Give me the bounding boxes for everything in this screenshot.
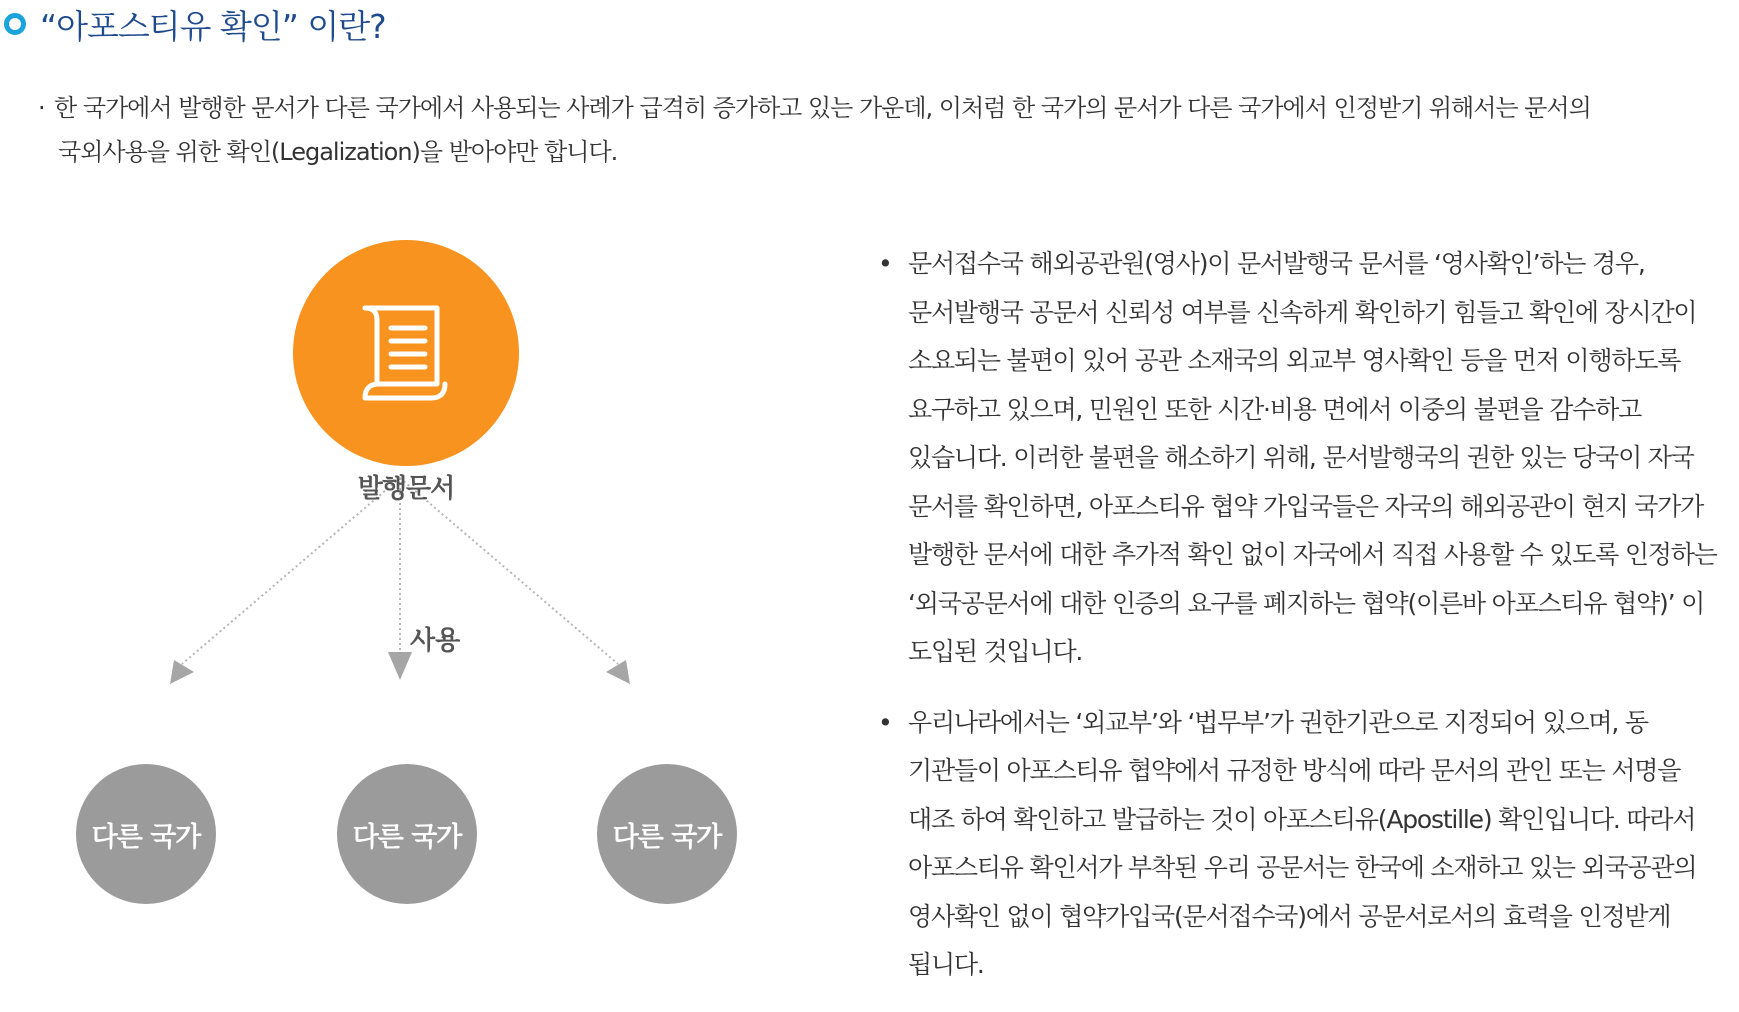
country-label-2: 다른 국가 xyxy=(352,821,462,853)
paragraph-line: 영사확인 없이 협약가입국(문서접수국)에서 공문서로서의 효력을 인정받게 xyxy=(908,901,1671,931)
country-circle-2 xyxy=(337,764,477,904)
arrow-head-center xyxy=(388,652,412,680)
paragraph-1-bullet: • xyxy=(878,249,892,278)
page-title-row xyxy=(0,0,386,48)
paragraph-line: ‘외국공문서에 대한 인증의 요구를 폐지하는 협약(이른바 아포스티유 협약)’ 이 xyxy=(908,588,1705,618)
paragraph-2-bullet: • xyxy=(878,707,892,737)
use-label: 사용 xyxy=(410,626,461,656)
intro-paragraph xyxy=(38,86,1698,174)
paragraph-line: 우리나라에서는 ‘외교부’와 ‘법무부’가 권한기관으로 지정되어 있으며, 동 xyxy=(908,707,1648,737)
paragraph-line: 아포스티유 확인서가 부착된 우리 공문서는 한국에 소재하고 있는 외국공관의 xyxy=(908,853,1697,882)
explanation-paragraphs xyxy=(872,240,1739,1012)
paragraph-line: 문서발행국 공문서 신뢰성 여부를 신속하게 확인하기 힘들고 확인에 장시간이 xyxy=(908,297,1697,327)
paragraph-line: 소요되는 불편이 있어 공관 소재국의 외교부 영사확인 등을 먼저 이행하도록 xyxy=(908,346,1681,375)
paragraph-line: 있습니다. 이러한 불편을 해소하기 위해, 문서발행국의 권한 있는 당국이 자국 xyxy=(908,443,1694,472)
intro-line-2: 국외사용을 위한 확인(Legalization)을 받아야만 합니다. xyxy=(58,138,618,166)
paragraph-line: 문서접수국 해외공관원(영사)이 문서발행국 문서를 ‘영사확인’하는 경우, xyxy=(908,249,1645,278)
ring-bullet-icon xyxy=(4,13,26,35)
intro-line-1: 한 국가에서 발행한 문서가 다른 국가에서 사용되는 사례가 급격히 증가하고 있는 가운데, 이처럼 한 국가의 문서가 다른 국가에서 인정받기 위해서는 문서의 xyxy=(54,94,1591,122)
issuing-document-label: 발행문서 xyxy=(357,474,455,504)
intro-bullet: · xyxy=(38,94,45,122)
paragraph-line: 요구하고 있으며, 민원인 또한 시간·비용 면에서 이중의 불편을 감수하고 xyxy=(908,394,1642,424)
scroll-document-icon xyxy=(351,298,461,408)
country-label-3: 다른 국가 xyxy=(612,821,722,853)
paragraph-line: 발행한 문서에 대한 추가적 확인 없이 자국에서 직접 사용할 수 있도록 인정하는 xyxy=(908,540,1717,569)
country-circle-3 xyxy=(597,764,737,904)
paragraph-line: 됩니다. xyxy=(908,950,984,979)
page-title: “아포스티유 확인” 이란? xyxy=(40,6,386,46)
apostille-diagram xyxy=(0,220,760,920)
paragraph-2 xyxy=(872,699,1739,990)
paragraph-line: 대조 하여 확인하고 발급하는 것이 아포스티유(Apostille) 확인입니다. 따라서 xyxy=(908,804,1696,834)
issuing-document-circle xyxy=(293,240,519,466)
country-circle-1 xyxy=(76,764,216,904)
paragraph-1 xyxy=(872,240,1739,677)
paragraph-line: 문서를 확인하면, 아포스티유 협약 가입국들은 자국의 해외공관이 현지 국가가 xyxy=(908,491,1704,521)
paragraph-line: 도입된 것입니다. xyxy=(908,637,1083,666)
country-label-1: 다른 국가 xyxy=(91,821,201,853)
paragraph-line: 기관들이 아포스티유 협약에서 규정한 방식에 따라 문서의 관인 또는 서명을 xyxy=(908,756,1681,785)
arrow-line-left xyxy=(182,478,400,664)
